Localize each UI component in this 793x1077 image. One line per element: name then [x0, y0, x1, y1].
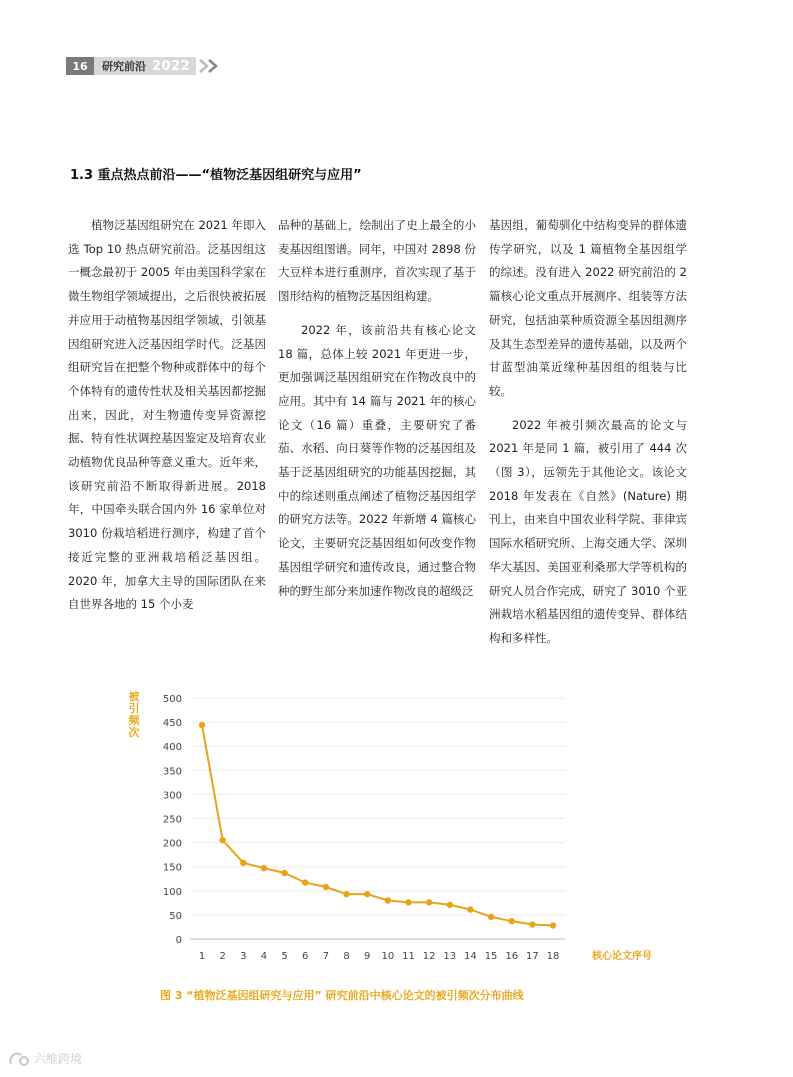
- x-tick-label: 3: [240, 951, 247, 962]
- x-tick-label: 8: [343, 951, 350, 962]
- y-tick-label: 450: [162, 718, 182, 730]
- y-tick-label: 350: [162, 766, 182, 778]
- y-tick-label: 500: [162, 694, 182, 705]
- y-tick-label: 150: [162, 862, 182, 874]
- text-column-2: [278, 214, 476, 613]
- x-tick-label: 7: [322, 951, 330, 962]
- x-tick-label: 12: [422, 951, 436, 962]
- data-point: [323, 884, 329, 890]
- page-header: [66, 57, 224, 75]
- text-column-3: [489, 214, 687, 661]
- y-axis-label-char: 次: [128, 726, 140, 739]
- watermark-text: 六维跨境: [34, 1052, 83, 1066]
- data-point: [219, 837, 225, 843]
- data-point: [426, 899, 432, 905]
- data-point: [447, 902, 453, 908]
- data-point: [343, 891, 349, 897]
- y-axis-label-char: 被: [128, 690, 140, 703]
- text-column-1: [68, 214, 266, 627]
- logo-icon: [8, 1051, 30, 1067]
- data-point: [199, 722, 205, 728]
- paragraph-continued: 基因组，葡萄驯化中结构变异的群体遗传学研究，以及 1 篇植物全基因组学的综述。没有进入 2022 研究前沿的 2 篇核心论文重点开展测序、组装等方法研究，包括油菜种质资源全基因组测序及其生态型差异的遗传基础，以及两个甘蓝型油菜近缘种基因组的组装与比较。: [489, 218, 687, 398]
- x-tick-label: 15: [484, 951, 498, 962]
- data-point: [467, 906, 473, 912]
- x-tick-label: 14: [464, 951, 477, 962]
- section-label: [94, 57, 196, 75]
- y-tick-label: 250: [162, 814, 182, 826]
- y-axis-label-char: 引: [128, 702, 140, 715]
- data-point: [302, 879, 308, 885]
- x-tick-label: 1: [198, 951, 206, 962]
- section-year: 2022: [152, 58, 191, 74]
- y-tick-label: 50: [169, 910, 182, 922]
- data-point: [364, 891, 370, 897]
- y-tick-label: 0: [175, 935, 182, 946]
- y-tick-label: 400: [162, 742, 182, 754]
- section-heading: 1.3 重点热点前沿——“植物泛基因组研究与应用”: [70, 168, 362, 183]
- paragraph: 植物泛基因组研究在 2021 年即入选 Top 10 热点研究前沿。泛基因组这一概念最初于 2005 年由美国科学家在微生物组学领域提出，之后很快被拓展并应用于动植物基因组学领域，引领基因组研究进入泛基因组学时代。泛基因组研究旨在把整个物种或群体中的每个个体特有的遗传性状及相关基因都挖掘出来，因此，对生物遗传变异资源挖掘、特有性状调控基因鉴定及培育农业动植物优良品种等意义重大。近年来，该研究前沿不断取得新进展。2018 年，中国牵头联合国内外 16 家单位对 3010 份栽培稻进行测序，构建了首个接近完整的亚洲栽培稻泛基因组。2020 年，加拿大主导的国际团队在来自世界各地的 15 个小麦: [68, 218, 266, 612]
- data-point: [261, 865, 267, 871]
- paragraph-continued: 品种的基础上，绘制出了史上最全的小麦基因组图谱。同年，中国对 2898 份大豆样本进行重测序，首次实现了基于图形结构的植物泛基因组构建。: [278, 218, 476, 304]
- x-tick-label: 6: [302, 951, 309, 962]
- data-point: [550, 922, 556, 928]
- data-point: [405, 899, 411, 905]
- x-axis-label: 核心论文序号: [592, 951, 652, 962]
- watermark: [8, 1050, 82, 1067]
- data-point: [488, 914, 494, 920]
- x-tick-label: 4: [260, 951, 268, 962]
- x-tick-label: 18: [546, 951, 560, 962]
- paragraph: 2022 年，该前沿共有核心论文 18 篇，总体上较 2021 年更进一步，更加强调泛基因组研究在作物改良中的应用。其中有 14 篇与 2021 年的核心论文（16 篇）重叠，主要研究了番茄、水稻、向日葵等作物的泛基因组及基于泛基因组研究的功能基因挖掘，其中的综述则重点阐述了植物泛基因组学的研究方法等。2022 年新增 4 篇核心论文，主要研究泛基因组如何改变作物基因组学研究和遗传改良，通过整合物种的野生部分来加速作物改良的超级泛: [278, 322, 476, 598]
- data-point: [240, 860, 246, 866]
- page-number: 16: [66, 57, 94, 75]
- data-point: [529, 921, 535, 927]
- y-tick-label: 100: [162, 886, 182, 898]
- section-title: 研究前沿: [102, 60, 146, 73]
- x-tick-label: 10: [381, 951, 395, 962]
- x-tick-label: 9: [363, 951, 371, 962]
- x-tick-label: 13: [443, 951, 457, 962]
- chevron-right-icon: [198, 57, 224, 75]
- x-tick-label: 16: [505, 951, 519, 962]
- paragraph: 2022 年被引频次最高的论文与 2021 年是同 1 篇，被引用了 444 次（图 3），远领先于其他论文。该论文 2018 年发表在《自然》(Nature) 期刊上，由来自中国农业科学院、菲律宾国际水稻研究所、上海交通大学、深圳华大基因、美国亚利桑那大学等机构的研究人员合作完成，研究了 3010 个亚洲栽培水稻基因组的遗传变异、群体结构和多样性。: [489, 417, 687, 645]
- citation-line-chart: [120, 680, 680, 970]
- x-tick-label: 17: [525, 951, 539, 962]
- data-point: [385, 897, 391, 903]
- x-tick-label: 5: [281, 951, 288, 962]
- x-tick-label: 2: [219, 951, 226, 962]
- y-tick-label: 300: [162, 790, 182, 802]
- y-tick-label: 200: [162, 838, 182, 850]
- data-point: [509, 918, 515, 924]
- data-point: [281, 870, 287, 876]
- x-tick-label: 11: [402, 951, 415, 962]
- series-line: [202, 725, 553, 926]
- figure-caption: 图 3 “植物泛基因组研究与应用” 研究前沿中核心论文的被引频次分布曲线: [160, 989, 524, 1002]
- y-axis-label-char: 频: [128, 714, 140, 727]
